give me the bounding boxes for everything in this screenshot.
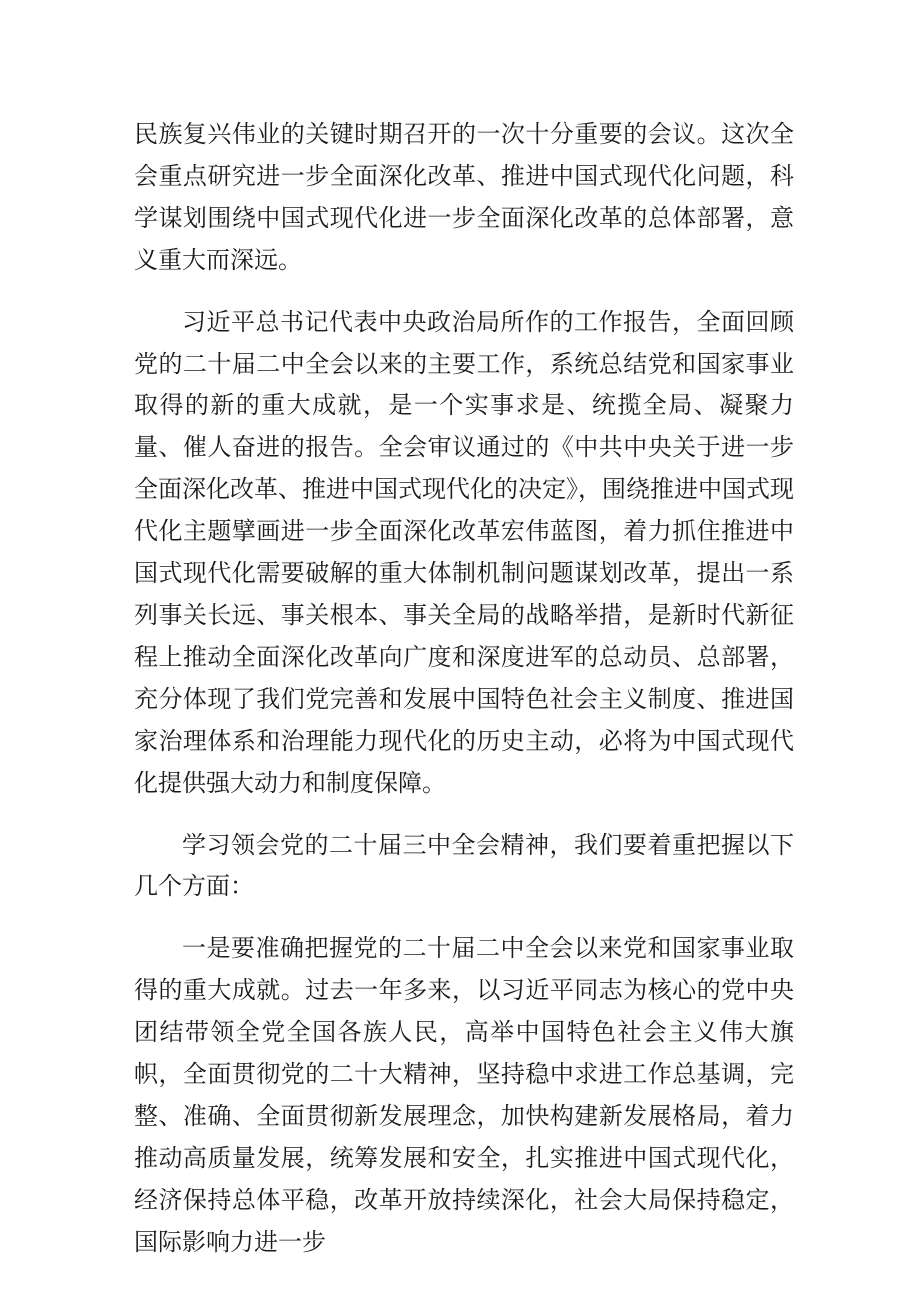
document-body	[134, 114, 794, 1264]
paragraph-gap	[134, 282, 794, 302]
paragraph-1: 民族复兴伟业的关键时期召开的一次十分重要的会议。这次全会重点研究进一步全面深化改革、推进中国式现代化问题，科学谋划围绕中国式现代化进一步全面深化改革的总体部署，意义重大而深远。	[134, 120, 794, 274]
paragraph-gap	[134, 908, 794, 928]
paragraph-gap	[134, 805, 794, 825]
paragraph-3: 学习领会党的二十届三中全会精神，我们要着重把握以下几个方面：	[134, 830, 794, 901]
paragraph-2: 习近平总书记代表中央政治局所作的工作报告，全面回顾党的二十届二中全会以来的主要工作，系统总结党和国家事业取得的新的重大成就，是一个实事求是、统揽全局、凝聚力量、催人奋进的报告。全会审议通过的《中共中央关于进一步全面深化改革、推进中国式现代化的决定》，围绕推进中国式现代化主题擘画进一步全面深化改革宏伟蓝图，着力抓住推进中国式现代化需要破解的重大体制机制问题谋划改革，提出一系列事关长远、事关根本、事关全局的战略举措，是新时代新征程上推动全面深化改革向广度和深度进军的总动员、总部署，充分体现了我们党完善和发展中国特色社会主义制度、推进国家治理体系和治理能力现代化的历史主动，必将为中国式现代化提供强大动力和制度保障。	[134, 307, 794, 797]
paragraph-4: 一是要准确把握党的二十届二中全会以来党和国家事业取得的重大成就。过去一年多来，以习近平同志为核心的党中央团结带领全党全国各族人民，高举中国特色社会主义伟大旗帜，全面贯彻党的二十大精神，坚持稳中求进工作总基调，完整、准确、全面贯彻新发展理念，加快构建新发展格局，着力推动高质量发展，统筹发展和安全，扎实推进中国式现代化，经济保持总体平稳，改革开放持续深化，社会大局保持稳定，国际影响力进一步	[134, 934, 794, 1256]
